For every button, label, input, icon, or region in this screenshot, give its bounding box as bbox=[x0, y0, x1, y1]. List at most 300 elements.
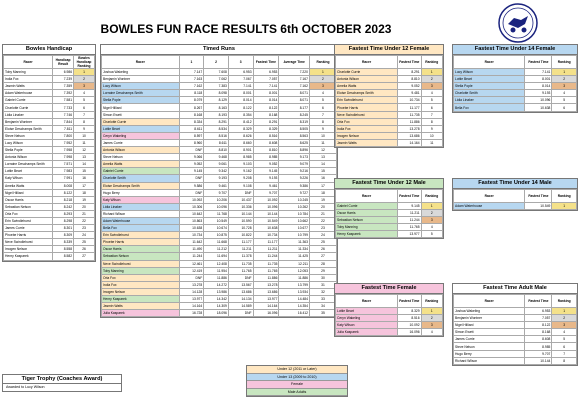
racer-cell: Imogen Nelson bbox=[4, 246, 53, 253]
col-average-time: Average Time bbox=[279, 56, 310, 69]
ranking-cell: 31 bbox=[309, 281, 336, 288]
value-cell: 14.164 bbox=[179, 303, 204, 310]
ranking-cell: 5 bbox=[74, 97, 95, 104]
value-cell: 11.334 bbox=[279, 246, 310, 253]
racer-cell: James Currie bbox=[102, 139, 180, 146]
table-row bbox=[102, 225, 337, 232]
ranking-cell: 3 bbox=[421, 217, 442, 224]
ranking-cell: 22 bbox=[74, 217, 95, 224]
table-row bbox=[4, 90, 95, 97]
value-cell: 11.765 bbox=[228, 267, 253, 274]
value-cell: 11.765 bbox=[253, 267, 279, 274]
value-cell: 8.626 bbox=[228, 132, 253, 139]
value-cell: 8.168 bbox=[179, 111, 204, 118]
racer-cell: Benjamin Wontner bbox=[454, 315, 525, 322]
racer-cell: India Fox bbox=[102, 281, 180, 288]
value-cell: 13.567 bbox=[228, 281, 253, 288]
col-racer: Racer bbox=[4, 56, 53, 69]
value-cell: 8.245 bbox=[279, 111, 310, 118]
table-row bbox=[102, 203, 337, 210]
table-row bbox=[4, 196, 95, 203]
value-cell: 8.001 bbox=[228, 90, 253, 97]
value-cell: 9.707 bbox=[204, 189, 229, 196]
table-row bbox=[454, 350, 577, 357]
table-row bbox=[102, 147, 337, 154]
table-row bbox=[4, 69, 95, 76]
value-cell: 9.386 bbox=[279, 182, 310, 189]
racer-cell: Julia Kasparek bbox=[336, 329, 398, 336]
racer-cell: Katy Wilson bbox=[4, 175, 53, 182]
table-row bbox=[336, 217, 443, 224]
value-cell: 9.052 bbox=[253, 161, 279, 168]
u12-female-table bbox=[335, 55, 443, 147]
value-cell: 10.638 bbox=[179, 225, 204, 232]
value-cell: 13.977 bbox=[398, 231, 422, 238]
racer-cell: Eloise Deschamps Smith bbox=[4, 125, 53, 132]
value-cell: 8.118 bbox=[179, 90, 204, 97]
ranking-cell: 7 bbox=[421, 111, 442, 118]
racer-cell: Lottie Beart bbox=[336, 308, 398, 315]
value-cell: 11.954 bbox=[204, 267, 229, 274]
value-cell: 7.141 bbox=[228, 83, 253, 90]
table-row bbox=[4, 246, 95, 253]
value-cell: 8.558 bbox=[53, 246, 74, 253]
col-fastest-time: Fastest Time bbox=[525, 190, 552, 203]
table-row bbox=[102, 217, 337, 224]
racer-cell: Katy Wilson bbox=[102, 196, 180, 203]
table-row bbox=[336, 83, 443, 90]
col-racer: Racer bbox=[102, 56, 180, 69]
ranking-cell: 1 bbox=[552, 69, 577, 76]
value-cell: 14.272 bbox=[204, 281, 229, 288]
value-cell: 12.461 bbox=[179, 260, 204, 267]
value-cell: 13.278 bbox=[179, 281, 204, 288]
racer-cell: Bella Fox bbox=[454, 104, 525, 111]
ranking-cell: 5 bbox=[421, 97, 442, 104]
racer-cell: Neve Swindlehurst bbox=[4, 239, 53, 246]
ranking-cell: 26 bbox=[309, 246, 336, 253]
table-row bbox=[4, 118, 95, 125]
racer-cell: Oscar Harris bbox=[4, 196, 53, 203]
ranking-cell: 29 bbox=[309, 267, 336, 274]
racer-cell: Phoebe Harris bbox=[4, 232, 53, 239]
table-row bbox=[4, 147, 95, 154]
table-row bbox=[4, 76, 95, 83]
value-cell: 14.589 bbox=[228, 303, 253, 310]
racer-cell: Lottie Beart bbox=[102, 125, 180, 132]
value-cell: 8.293 bbox=[53, 210, 74, 217]
value-cell: 7.983 bbox=[53, 168, 74, 175]
table-row bbox=[4, 161, 95, 168]
table-row bbox=[102, 303, 337, 310]
table-row bbox=[4, 154, 95, 161]
value-cell: DNF bbox=[179, 175, 204, 182]
ranking-cell: 28 bbox=[309, 260, 336, 267]
value-cell: 10.642 bbox=[179, 210, 204, 217]
value-cell: 9.145 bbox=[179, 168, 204, 175]
value-cell: 11.886 bbox=[253, 274, 279, 281]
col-run-1: 1 bbox=[179, 56, 204, 69]
racer-cell: Simon Ewett bbox=[454, 329, 525, 336]
legend-under-13: Under 13 (2009 to 2010) bbox=[247, 374, 347, 382]
table-row bbox=[102, 83, 337, 90]
ranking-cell: 10 bbox=[309, 132, 336, 139]
value-cell: 10.638 bbox=[253, 225, 279, 232]
racer-cell: Antonia Wilson bbox=[336, 76, 398, 83]
value-cell: 8.516 bbox=[204, 132, 229, 139]
value-cell: 8.122 bbox=[53, 189, 74, 196]
table-row bbox=[454, 83, 577, 90]
handicap-panel bbox=[2, 44, 96, 262]
value-cell: 11.694 bbox=[204, 253, 229, 260]
value-cell: 11.177 bbox=[253, 239, 279, 246]
value-cell: 13.686 bbox=[253, 288, 279, 295]
value-cell: 11.244 bbox=[253, 253, 279, 260]
table-row bbox=[4, 217, 95, 224]
col-handicap-result: Handicap Result bbox=[53, 56, 74, 69]
value-cell: 8.329 bbox=[253, 125, 279, 132]
value-cell: 13.934 bbox=[279, 288, 310, 295]
table-row bbox=[336, 76, 443, 83]
table-row bbox=[454, 90, 577, 97]
ranking-cell: 2 bbox=[552, 315, 577, 322]
racer-cell: Charlotte Currie bbox=[102, 118, 180, 125]
value-cell: 7.991 bbox=[53, 175, 74, 182]
value-cell: 7.844 bbox=[53, 118, 74, 125]
value-cell: 9.461 bbox=[253, 182, 279, 189]
ranking-cell: 30 bbox=[309, 274, 336, 281]
col-fastest-time: Fastest Time bbox=[398, 190, 422, 203]
value-cell: 16.412 bbox=[279, 310, 310, 317]
table-row bbox=[4, 104, 95, 111]
value-cell: 9.173 bbox=[279, 154, 310, 161]
racer-cell: Gabriel Currie bbox=[102, 168, 180, 175]
value-cell: DNF bbox=[179, 274, 204, 281]
value-cell: 8.291 bbox=[204, 118, 229, 125]
table-row bbox=[4, 83, 95, 90]
adult-male-title: Fastest Time Adult Male bbox=[453, 284, 577, 294]
ranking-cell: 14 bbox=[74, 161, 95, 168]
ranking-cell: 2 bbox=[552, 76, 577, 83]
value-cell: 13.986 bbox=[204, 288, 229, 295]
racer-cell: Sebastian Nelson bbox=[102, 253, 180, 260]
value-cell: 10.096 bbox=[253, 203, 279, 210]
racer-cell: Ceryn Wakeling bbox=[336, 315, 398, 322]
value-cell: 11.886 bbox=[398, 118, 422, 125]
table-row bbox=[4, 175, 95, 182]
value-cell: 7.571 bbox=[53, 161, 74, 168]
ranking-cell: 5 bbox=[552, 336, 577, 343]
ranking-cell: 8 bbox=[421, 118, 442, 125]
racer-cell: Charlotte Smith bbox=[102, 175, 180, 182]
value-cell: 8.291 bbox=[398, 69, 422, 76]
table-row bbox=[4, 182, 95, 189]
value-cell: 7.141 bbox=[525, 69, 552, 76]
racer-cell: Lucy Wilson bbox=[102, 83, 180, 90]
ranking-cell: 16 bbox=[74, 175, 95, 182]
value-cell: 8.319 bbox=[279, 118, 310, 125]
racer-cell: Stella Pople bbox=[4, 147, 53, 154]
u12-female-panel bbox=[334, 44, 444, 148]
table-row bbox=[454, 203, 577, 210]
racer-cell: Erin Swindlehurst bbox=[102, 232, 180, 239]
value-cell: 8.563 bbox=[279, 132, 310, 139]
value-cell: 8.098 bbox=[204, 90, 229, 97]
racer-cell: Phoebe Harris bbox=[336, 104, 398, 111]
value-cell: 7.067 bbox=[228, 76, 253, 83]
table-row bbox=[102, 281, 337, 288]
ranking-cell: 17 bbox=[74, 182, 95, 189]
racer-cell: Charlotte Currie bbox=[4, 104, 53, 111]
value-cell: 11.177 bbox=[228, 239, 253, 246]
value-cell: 8.329 bbox=[398, 308, 422, 315]
table-row bbox=[102, 246, 337, 253]
racer-cell: Richard Wilson bbox=[102, 210, 180, 217]
ranking-cell: 10 bbox=[74, 132, 95, 139]
table-row bbox=[336, 118, 443, 125]
value-cell: 9.052 bbox=[398, 83, 422, 90]
racer-cell: Benjamin Wontner bbox=[4, 118, 53, 125]
value-cell: 11.211 bbox=[253, 246, 279, 253]
racer-cell: Stella Pople bbox=[102, 97, 180, 104]
table-row bbox=[336, 308, 443, 315]
value-cell: 8.071 bbox=[279, 90, 310, 97]
handicap-title: Bowles Handicap bbox=[3, 45, 95, 55]
value-cell: 11.363 bbox=[279, 239, 310, 246]
value-cell: 8.339 bbox=[53, 239, 74, 246]
racer-cell: Jasmin Watts bbox=[4, 83, 53, 90]
racer-cell: Amelia Watts bbox=[336, 83, 398, 90]
table-row bbox=[336, 210, 443, 217]
page-title: BOWLES FUN RACE RESULTS 6th OCTOBER 2023 bbox=[100, 22, 392, 36]
table-row bbox=[336, 69, 443, 76]
ranking-cell: 32 bbox=[309, 288, 336, 295]
ranking-cell: 23 bbox=[309, 225, 336, 232]
racer-cell: Richard Wilson bbox=[454, 357, 525, 364]
ranking-cell: 1 bbox=[74, 69, 95, 76]
value-cell: 10.799 bbox=[279, 232, 310, 239]
racer-cell: Joshua Wakeling bbox=[102, 69, 180, 76]
col-ranking: Ranking bbox=[421, 295, 442, 308]
value-cell: 7.163 bbox=[179, 76, 204, 83]
value-cell: 13.686 bbox=[398, 132, 422, 139]
tiger-trophy-winner: Awarded to Lucy Wilson bbox=[6, 385, 45, 389]
table-row bbox=[454, 343, 577, 350]
ranking-cell: 24 bbox=[74, 232, 95, 239]
col-fastest-time: Fastest Time bbox=[398, 295, 422, 308]
value-cell: 9.586 bbox=[179, 182, 204, 189]
ranking-cell: 6 bbox=[74, 104, 95, 111]
table-row bbox=[454, 76, 577, 83]
value-cell: 10.549 bbox=[204, 217, 229, 224]
racer-cell: Steve Nelson bbox=[454, 343, 525, 350]
value-cell: 8.597 bbox=[179, 132, 204, 139]
value-cell: 10.784 bbox=[279, 210, 310, 217]
value-cell: 8.329 bbox=[228, 125, 253, 132]
col-ranking: Ranking bbox=[552, 190, 577, 203]
racer-cell: Neve Swindlehurst bbox=[336, 111, 398, 118]
value-cell: 14.164 bbox=[253, 303, 279, 310]
ranking-cell: 9 bbox=[421, 125, 442, 132]
value-cell: 10.549 bbox=[525, 203, 552, 210]
ranking-cell: 1 bbox=[421, 203, 442, 210]
value-cell: 7.958 bbox=[53, 147, 74, 154]
u14-female-panel bbox=[452, 44, 578, 113]
ranking-cell: 4 bbox=[552, 329, 577, 336]
table-row bbox=[102, 296, 337, 303]
racer-cell: Imogen Nelson bbox=[102, 288, 180, 295]
value-cell: 9.052 bbox=[179, 161, 204, 168]
racer-cell: Charlotte Smith bbox=[454, 90, 525, 97]
value-cell: 9.193 bbox=[204, 175, 229, 182]
racer-cell: Adam Waterhouse bbox=[4, 90, 53, 97]
value-cell: 14.354 bbox=[279, 303, 310, 310]
ranking-cell: 27 bbox=[74, 253, 95, 260]
table-row bbox=[4, 132, 95, 139]
ranking-cell: 27 bbox=[309, 253, 336, 260]
value-cell: 7.746 bbox=[53, 111, 74, 118]
ranking-cell: 25 bbox=[309, 239, 336, 246]
ranking-cell: 13 bbox=[74, 154, 95, 161]
racer-cell: Eloise Deschamps Smith bbox=[336, 90, 398, 97]
ranking-cell: 2 bbox=[421, 315, 442, 322]
racer-cell: Erin Swindlehurst bbox=[336, 97, 398, 104]
value-cell: 10.336 bbox=[228, 203, 253, 210]
table-row bbox=[102, 125, 337, 132]
value-cell: 7.998 bbox=[53, 154, 74, 161]
ranking-cell: 9 bbox=[74, 125, 95, 132]
fastest-female-panel bbox=[334, 283, 444, 337]
value-cell: 7.162 bbox=[279, 83, 310, 90]
value-cell: 9.707 bbox=[525, 350, 552, 357]
ranking-cell: 11 bbox=[74, 139, 95, 146]
racer-cell: Katy Wilson bbox=[336, 322, 398, 329]
value-cell: 9.481 bbox=[398, 90, 422, 97]
ranking-cell: 8 bbox=[309, 118, 336, 125]
racer-cell: Lidia Linaker bbox=[102, 203, 180, 210]
value-cell: 8.334 bbox=[179, 118, 204, 125]
racer-cell: Steve Nelson bbox=[102, 154, 180, 161]
table-row bbox=[102, 210, 337, 217]
table-row bbox=[4, 253, 95, 260]
racer-cell: Joshua Wakeling bbox=[454, 308, 525, 315]
value-cell: 7.147 bbox=[179, 69, 204, 76]
value-cell: 9.226 bbox=[279, 175, 310, 182]
table-row bbox=[4, 225, 95, 232]
legend-male-adults: Male Adults bbox=[247, 389, 347, 397]
ranking-cell: 3 bbox=[421, 322, 442, 329]
col-racer: Racer bbox=[454, 295, 525, 308]
value-cell: 9.061 bbox=[204, 161, 229, 168]
value-cell: 11.177 bbox=[398, 104, 422, 111]
racer-cell: Nigel Hilliard bbox=[102, 104, 180, 111]
table-row bbox=[454, 315, 577, 322]
racer-cell: James Currie bbox=[4, 225, 53, 232]
value-cell: 13.977 bbox=[179, 296, 204, 303]
value-cell: 8.985 bbox=[253, 154, 279, 161]
racer-cell: Hugo Berry bbox=[454, 350, 525, 357]
u14-female-title: Fastest Time Under 14 Female bbox=[453, 45, 577, 55]
racer-cell: Orla Fox bbox=[4, 210, 53, 217]
value-cell: 7.141 bbox=[253, 83, 279, 90]
value-cell: 10.306 bbox=[179, 203, 204, 210]
timed-runs-title: Timed Runs bbox=[101, 45, 337, 55]
racer-cell: Lottie Beart bbox=[4, 168, 53, 175]
table-row bbox=[102, 139, 337, 146]
racer-cell: Amelia Watts bbox=[4, 182, 53, 189]
value-cell: 11.211 bbox=[228, 246, 253, 253]
ranking-cell: 3 bbox=[552, 322, 577, 329]
table-row bbox=[336, 224, 443, 231]
table-row bbox=[102, 168, 337, 175]
racer-cell: Henry Kasparek bbox=[102, 296, 180, 303]
racer-cell: Oscar Harris bbox=[336, 210, 398, 217]
ranking-cell: 1 bbox=[552, 203, 577, 210]
u14-male-panel bbox=[452, 178, 578, 211]
value-cell: 8.014 bbox=[525, 83, 552, 90]
ranking-cell: 4 bbox=[421, 329, 442, 336]
value-cell: 9.193 bbox=[525, 90, 552, 97]
handicap-table bbox=[3, 55, 95, 261]
col-ranking: Ranking bbox=[309, 56, 336, 69]
table-row bbox=[336, 329, 443, 336]
ranking-cell: 8 bbox=[74, 118, 95, 125]
value-cell: 8.001 bbox=[525, 76, 552, 83]
table-row bbox=[102, 288, 337, 295]
table-row bbox=[454, 97, 577, 104]
ranking-cell: 9 bbox=[309, 125, 336, 132]
ranking-cell: 7 bbox=[74, 111, 95, 118]
racer-cell: Lidia Linaker bbox=[4, 111, 53, 118]
value-cell: 7.359 bbox=[53, 83, 74, 90]
value-cell: 8.985 bbox=[525, 343, 552, 350]
col-fastest-time: Fastest Time bbox=[525, 295, 552, 308]
racer-cell: Antonia Wilson bbox=[4, 154, 53, 161]
value-cell: 9.103 bbox=[228, 161, 253, 168]
table-row bbox=[336, 104, 443, 111]
u14-male-title: Fastest Time Under 14 Male bbox=[453, 179, 577, 189]
value-cell: 12.419 bbox=[179, 267, 204, 274]
value-cell: 16.096 bbox=[253, 310, 279, 317]
value-cell: 8.014 bbox=[253, 97, 279, 104]
value-cell: 11.642 bbox=[179, 239, 204, 246]
table-row bbox=[102, 132, 337, 139]
value-cell: 10.096 bbox=[204, 203, 229, 210]
ranking-cell: 6 bbox=[309, 104, 336, 111]
value-cell: 9.342 bbox=[204, 168, 229, 175]
ranking-cell: 11 bbox=[309, 139, 336, 146]
ranking-cell: 18 bbox=[74, 189, 95, 196]
value-cell: 8.079 bbox=[179, 97, 204, 104]
ranking-cell: 3 bbox=[552, 83, 577, 90]
u12-male-panel bbox=[334, 178, 444, 239]
u12-male-table bbox=[335, 189, 443, 238]
racer-cell: Imogen Nelson bbox=[336, 132, 398, 139]
racer-cell: Nigel Hilliard bbox=[454, 322, 525, 329]
table-row bbox=[454, 69, 577, 76]
table-row bbox=[102, 260, 337, 267]
value-cell: 8.611 bbox=[204, 139, 229, 146]
value-cell: 10.863 bbox=[179, 217, 204, 224]
ranking-cell: 20 bbox=[74, 203, 95, 210]
value-cell: 8.122 bbox=[525, 322, 552, 329]
value-cell: 8.001 bbox=[253, 90, 279, 97]
racer-cell: Charlotte Currie bbox=[336, 69, 398, 76]
ranking-cell: 4 bbox=[74, 90, 95, 97]
racer-cell: Erin Swindlehurst bbox=[4, 217, 53, 224]
value-cell: 9.145 bbox=[253, 168, 279, 175]
value-cell: 8.168 bbox=[525, 329, 552, 336]
